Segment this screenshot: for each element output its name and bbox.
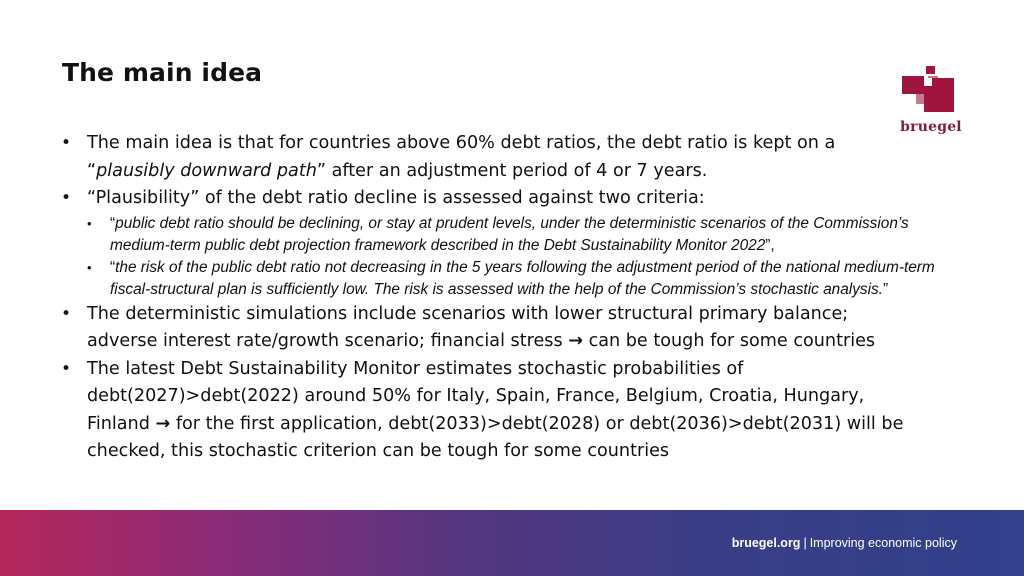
bullet-deterministic-simulations <box>62 301 967 356</box>
sub-bullet-italic-text: public debt ratio should be declining, or stay at prudent levels, under the deterministic scenarios of the Commission’s medium-term public debt projection framework described in the Debt Sustainability Monitor 2022 <box>110 214 909 254</box>
quote-open: “ <box>87 160 97 181</box>
slide-content <box>62 130 967 466</box>
bullet-text: for the first application, debt(2033)>debt(2028) or debt(2036)>debt(2031) will be <box>175 413 904 434</box>
quote-close: ” <box>882 280 889 298</box>
sub-bullet-stochastic <box>62 257 967 301</box>
bullet-text: ” after an adjustment period of 4 or 7 years. <box>316 160 708 181</box>
bullet-dot: • <box>61 188 72 208</box>
bullet-text: can be tough for some countries <box>588 331 876 351</box>
bullet-plausibility <box>62 185 967 213</box>
bullet-text: adverse interest rate/growth scenario; financial stress <box>87 331 563 351</box>
footer-tagline: Improving economic policy <box>809 536 957 550</box>
bullet-italic-text: plausibly downward path <box>96 160 317 181</box>
slide-title: The main idea <box>62 58 263 87</box>
bruegel-logo-mark-icon <box>900 64 962 120</box>
bullet-text: checked, this stochastic criterion can be tough for some countries <box>87 441 670 461</box>
bullet-text: The latest Debt Sustainability Monitor estimates stochastic probabilities of <box>87 358 744 379</box>
footer-banner <box>0 510 1024 576</box>
bruegel-logo <box>900 64 962 140</box>
bullet-dot: • <box>61 358 72 379</box>
quote-close: ”, <box>765 236 775 254</box>
arrow-right-icon: → <box>155 413 171 434</box>
arrow-right-icon: → <box>568 331 583 351</box>
quote-open: “ <box>110 258 116 276</box>
footer-separator: | <box>803 536 807 550</box>
footer-text <box>732 536 957 550</box>
bullet-text: debt(2027)>debt(2022) around 50% for Italy, Spain, France, Belgium, Croatia, Hungary, <box>87 386 865 406</box>
sub-bullet-dot: • <box>87 215 92 231</box>
bullet-main-idea <box>62 130 967 185</box>
bruegel-logo-word: bruegel <box>900 119 962 135</box>
bullet-dot: • <box>61 303 72 324</box>
bullet-dot: • <box>61 133 72 153</box>
sub-bullet-deterministic <box>62 213 967 257</box>
sub-bullet-dot: • <box>87 259 92 275</box>
quote-open: “ <box>110 214 116 232</box>
bullet-text: The deterministic simulations include scenarios with lower structural primary balance; <box>87 303 849 324</box>
sub-bullet-italic-text: the risk of the public debt ratio not decreasing in the 5 years following the adjustment period of the national medium-term fiscal-structural plan is sufficiently low. The risk is assessed with the help of the Commission’s stochastic analysis. <box>110 258 935 298</box>
footer-site-link[interactable]: bruegel.org <box>731 536 801 550</box>
bullet-text: Finland <box>87 413 150 434</box>
bullet-text: “Plausibility” of the debt ratio decline is assessed against two criteria: <box>87 188 705 208</box>
bullet-text: The main idea is that for countries above 60% debt ratios, the debt ratio is kept on a <box>87 133 836 153</box>
bullet-debt-sustainability-monitor <box>62 356 967 466</box>
